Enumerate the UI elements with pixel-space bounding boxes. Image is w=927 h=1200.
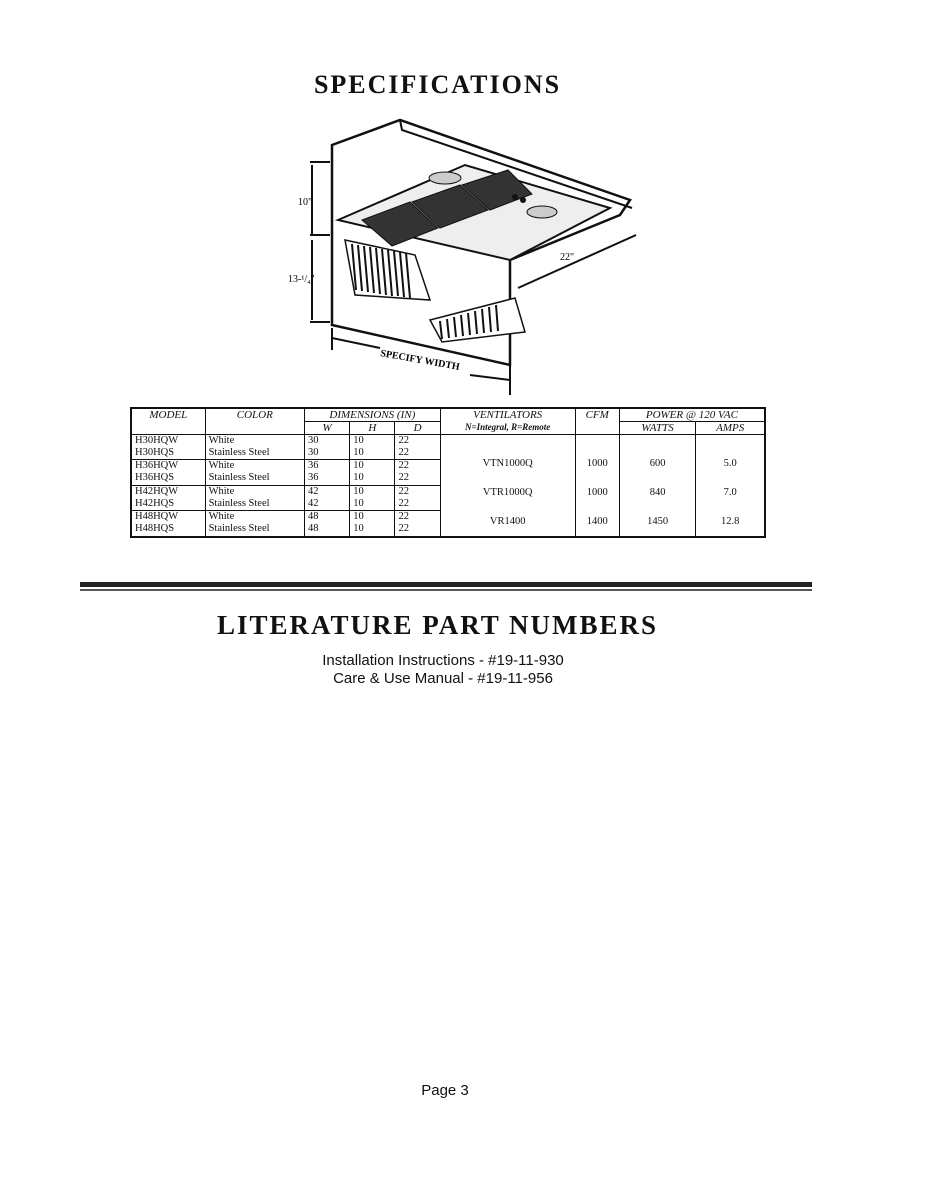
model-cell: H30HQW H30HQS [131, 435, 205, 460]
section-divider-thick [80, 582, 812, 587]
color-cell: White Stainless Steel [205, 460, 304, 485]
installation-instructions-line: Installation Instructions - #19-11-930 [322, 652, 564, 669]
table-row [131, 435, 765, 460]
left-light [429, 172, 461, 184]
height-lower-label: 13-¹/₄" [288, 274, 315, 285]
literature-title: LITERATURE PART NUMBERS [216, 610, 659, 640]
header-color: COLOR [205, 408, 304, 435]
specifications-table [130, 407, 766, 538]
header-dim-h: H [350, 422, 395, 435]
amps-cell: 5.0 7.0 12.8 [696, 435, 765, 538]
header-amps: AMPS [696, 422, 765, 435]
header-ventilators [440, 408, 575, 435]
cfm-cell: 1000 1000 1400 [575, 435, 619, 538]
height-cell: 10 10 [350, 460, 395, 485]
width-label: SPECIFY WIDTH [379, 348, 461, 373]
width-cell: 48 48 [304, 511, 349, 537]
height-upper-label: 10" [298, 197, 313, 208]
range-hood-diagram [270, 110, 650, 400]
depth-label: 22" [560, 252, 575, 263]
model-cell: H36HQW H36HQS [131, 460, 205, 485]
depth-cell: 22 22 [395, 435, 440, 460]
header-dim-w: W [304, 422, 349, 435]
header-ventilators-label: VENTILATORS [473, 409, 543, 421]
ventilators-cell: VTN1000Q VTR1000Q VR1400 [440, 435, 575, 538]
height-dimension [310, 162, 330, 322]
header-dimensions: DIMENSIONS (IN) [304, 408, 440, 422]
header-watts: WATTS [619, 422, 696, 435]
header-power: POWER @ 120 VAC [619, 408, 765, 422]
depth-cell: 22 22 [395, 511, 440, 537]
care-use-manual-line: Care & Use Manual - #19-11-956 [333, 670, 553, 687]
height-cell: 10 10 [350, 435, 395, 460]
header-cfm: CFM [575, 408, 619, 435]
depth-cell: 22 22 [395, 485, 440, 510]
model-cell: H48HQW H48HQS [131, 511, 205, 537]
right-light [527, 206, 557, 218]
header-model: MODEL [131, 408, 205, 435]
color-cell: White Stainless Steel [205, 511, 304, 537]
depth-cell: 22 22 [395, 460, 440, 485]
height-cell: 10 10 [350, 511, 395, 537]
header-ventilators-note: N=Integral, R=Remote [465, 422, 551, 432]
width-cell: 36 36 [304, 460, 349, 485]
page-number: Page 3 [421, 1082, 469, 1099]
color-cell: White Stainless Steel [205, 485, 304, 510]
watts-cell: 600 840 1450 [619, 435, 696, 538]
width-cell: 30 30 [304, 435, 349, 460]
height-cell: 10 10 [350, 485, 395, 510]
model-cell: H42HQW H42HQS [131, 485, 205, 510]
specifications-title: SPECIFICATIONS [313, 70, 562, 99]
color-cell: White Stainless Steel [205, 435, 304, 460]
section-divider-thin [80, 589, 812, 591]
header-dim-d: D [395, 422, 440, 435]
width-cell: 42 42 [304, 485, 349, 510]
